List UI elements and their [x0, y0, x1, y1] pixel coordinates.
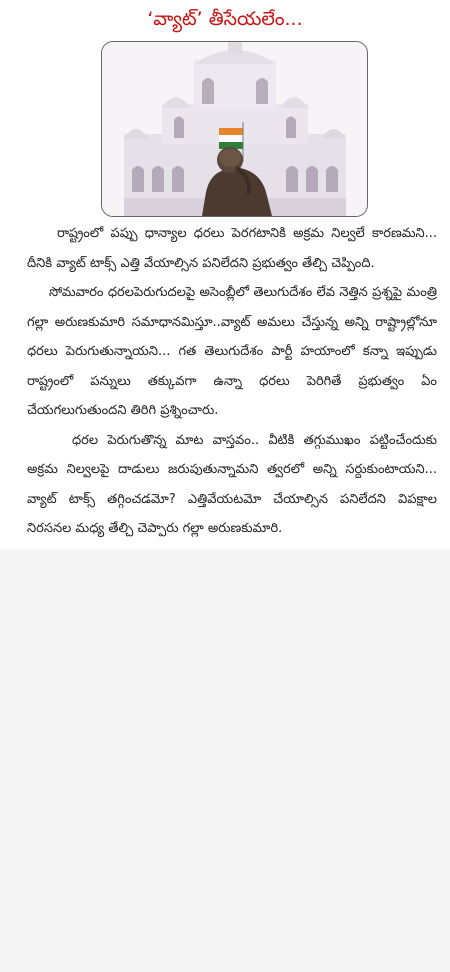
- article-paragraph: రాష్ట్రంలో పప్పు ధాన్యాల ధరలు పెరగటానికి అక్రమ నిల్వలే కారణమని... దీనికి వ్యాట్ టాక్స్ ఎత్తి వేయాల్సిన పనిలేదని ప్రభుత్వం తేల్చి చెప్పింది.: [27, 226, 437, 271]
- article-headline: ‘వ్యాట్’ తీసేయలేం...: [147, 8, 303, 30]
- article-paragraph: ధరల పెరుగుతొన్న మాట వాస్తవం.. వీటికి తగ్గుముఖం పట్టించేందుకు అక్రమ నిల్వలపై దాడులు జరుపుతున్నామని త్వరలో అన్ని సర్దుకుంటాయని... వ్యాట్ టాక్స్ తగ్గించడమో? ఎత్తివేయటమో చేయాల్సిన పనిలేదని విపక్షాల నిరసనల మధ్య తేల్చి చెప్పారు గల్లా అరుణకుమారి.: [27, 432, 437, 536]
- article-paragraph: సోమవారం ధరలపెరుగుదలపై అసెంబ్లీలో తెలుగుదేశం లేవ నెత్తిన ప్రశ్నపై మంత్రి గల్లా అరుణకుమారి సమాధానమిస్తూ..వ్యాట్ అమలు చేస్తున్న అన్ని రాష్ట్రాల్లోనూ ధరలు పెరుగుతున్నాయని... గత తెలుగుదేశం పార్టీ హయాంలో కన్నా ఇప్పుడు రాష్ట్రంలో పన్నులు తక్కువగా ఉన్నా ధరలు పెరిగితే ప్రభుత్వం ఏం చేయగలుగుతుందని తిరిగి ప్రశ్నించారు.: [27, 285, 437, 418]
- article-photo: [101, 41, 368, 217]
- article-body: [27, 219, 437, 544]
- assembly-building-statue-photo-icon: [102, 42, 367, 216]
- lower-background-band: [0, 549, 450, 972]
